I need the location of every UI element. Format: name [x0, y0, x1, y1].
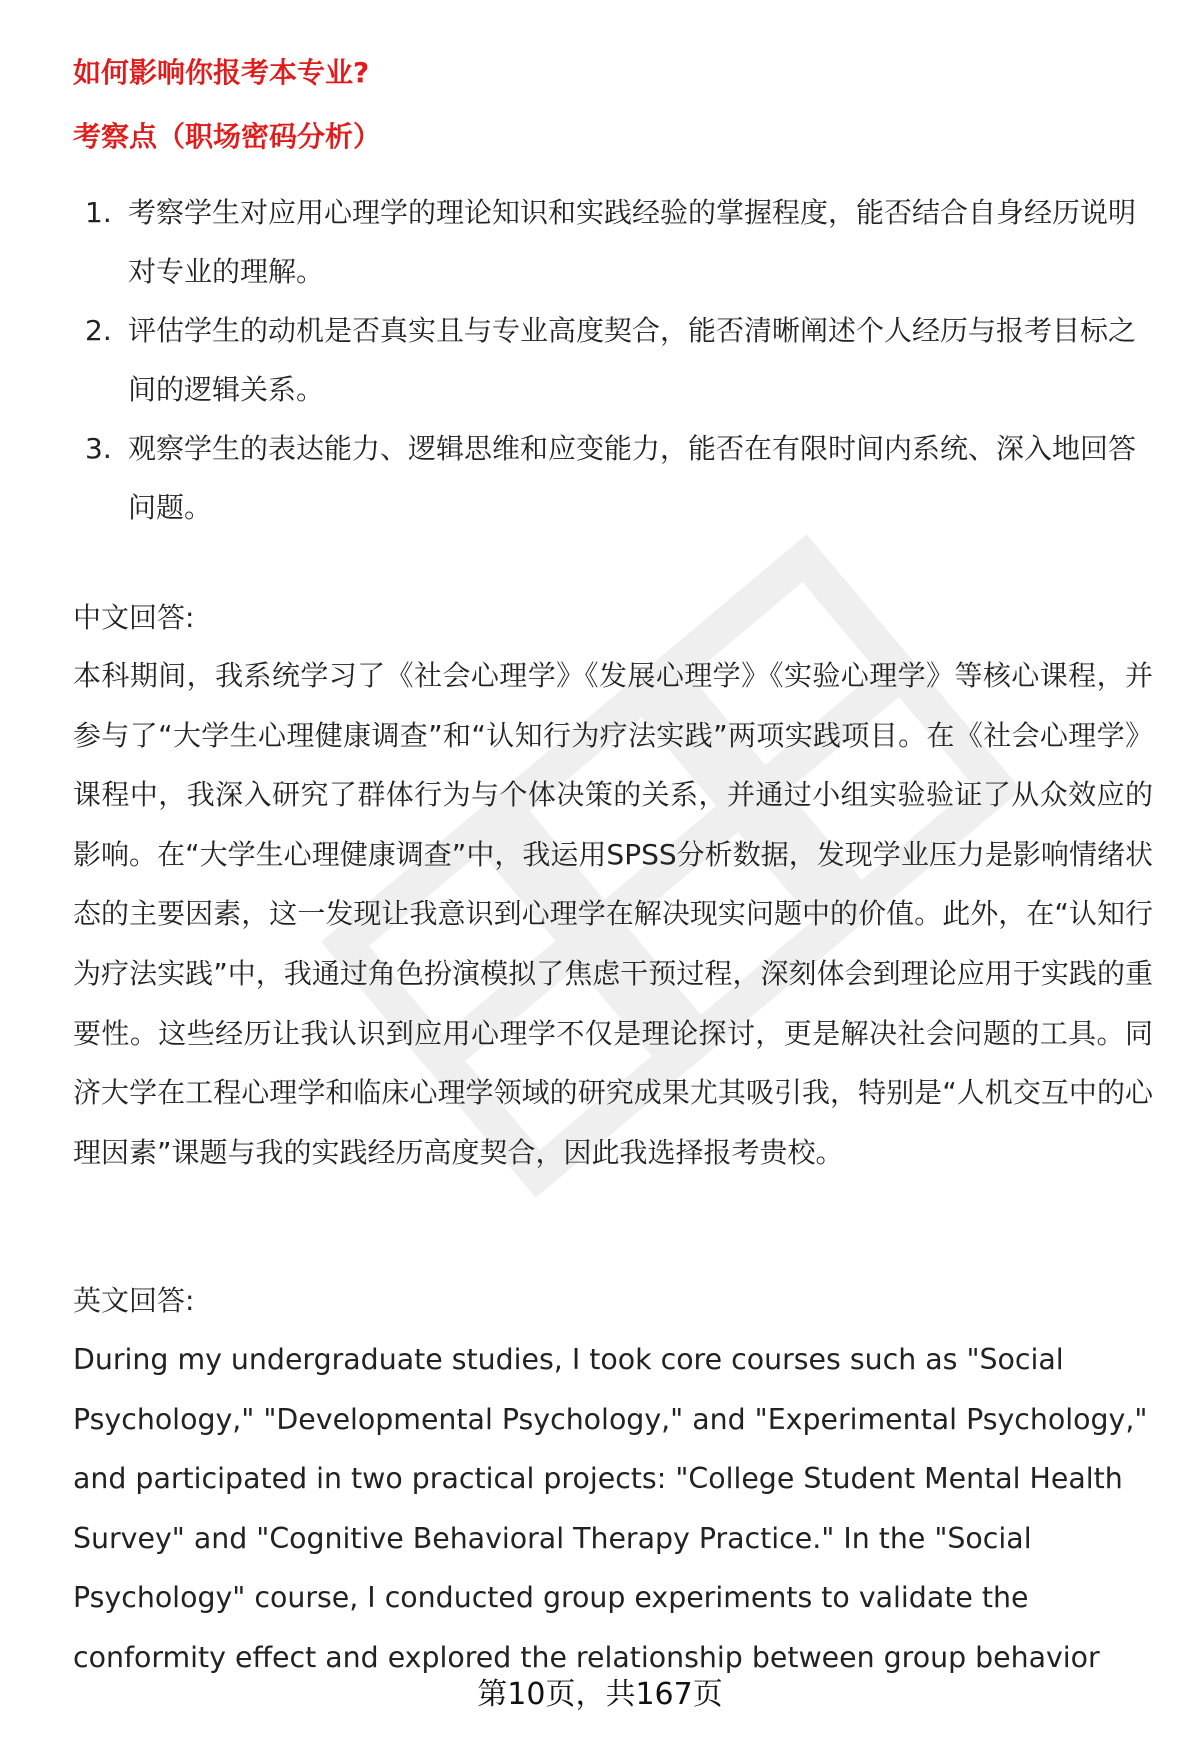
english-answer-label: 英文回答: — [73, 1284, 195, 1317]
list-number: 2. — [85, 314, 112, 347]
chinese-answer-label: 中文回答: — [73, 601, 195, 634]
list-number: 1. — [85, 196, 112, 229]
list-item — [73, 301, 1153, 419]
english-answer-text: During my undergraduate studies, I took core courses such as "Social Psychology," "Developmental Psychology," and "Experimental Psychology," and participated in two practical projects: "College Student Mental Health Survey" and "Cognitive Behavioral Therapy Practice." In the "Social Psychology" course, I conducted group experiments to validate the conformity effect and explored the relationship between group behavior — [73, 1343, 1148, 1674]
list-text: 考察学生对应用心理学的理论知识和实践经验的掌握程度，能否结合自身经历说明对专业的理解。 — [128, 196, 1137, 288]
assessment-heading: 考察点（职场密码分析） — [73, 120, 382, 153]
list-text: 评估学生的动机是否真实且与专业高度契合，能否清晰阐述个人经历与报考目标之间的逻辑关系。 — [128, 314, 1137, 406]
list-item — [73, 419, 1153, 537]
list-number: 3. — [85, 432, 112, 465]
chinese-answer-text: 本科期间，我系统学习了《社会心理学》《发展心理学》《实验心理学》等核心课程，并参与了“大学生心理健康调查”和“认知行为疗法实践”两项实践项目。在《社会心理学》课程中，我深入研究了群体行为与个体决策的关系，并通过小组实验验证了从众效应的影响。在“大学生心理健康调查”中，我运用SPSS分析数据，发现学业压力是影响情绪状态的主要因素，这一发现让我意识到心理学在解决现实问题中的价值。此外，在“认知行为疗法实践”中，我通过角色扮演模拟了焦虑干预过程，深刻体会到理论应用于实践的重要性。这些经历让我认识到应用心理学不仅是理论探讨，更是解决社会问题的工具。同济大学在工程心理学和临床心理学领域的研究成果尤其吸引我，特别是“人机交互中的心理因素”课题与我的实践经历高度契合，因此我选择报考贵校。 — [73, 659, 1153, 1169]
list-item — [73, 183, 1153, 301]
list-text: 观察学生的表达能力、逻辑思维和应变能力，能否在有限时间内系统、深入地回答问题。 — [128, 432, 1137, 524]
page-footer: 第10页，共167页 — [477, 1677, 723, 1712]
assessment-list — [73, 183, 1153, 537]
question-heading: 如何影响你报考本专业? — [73, 56, 370, 89]
